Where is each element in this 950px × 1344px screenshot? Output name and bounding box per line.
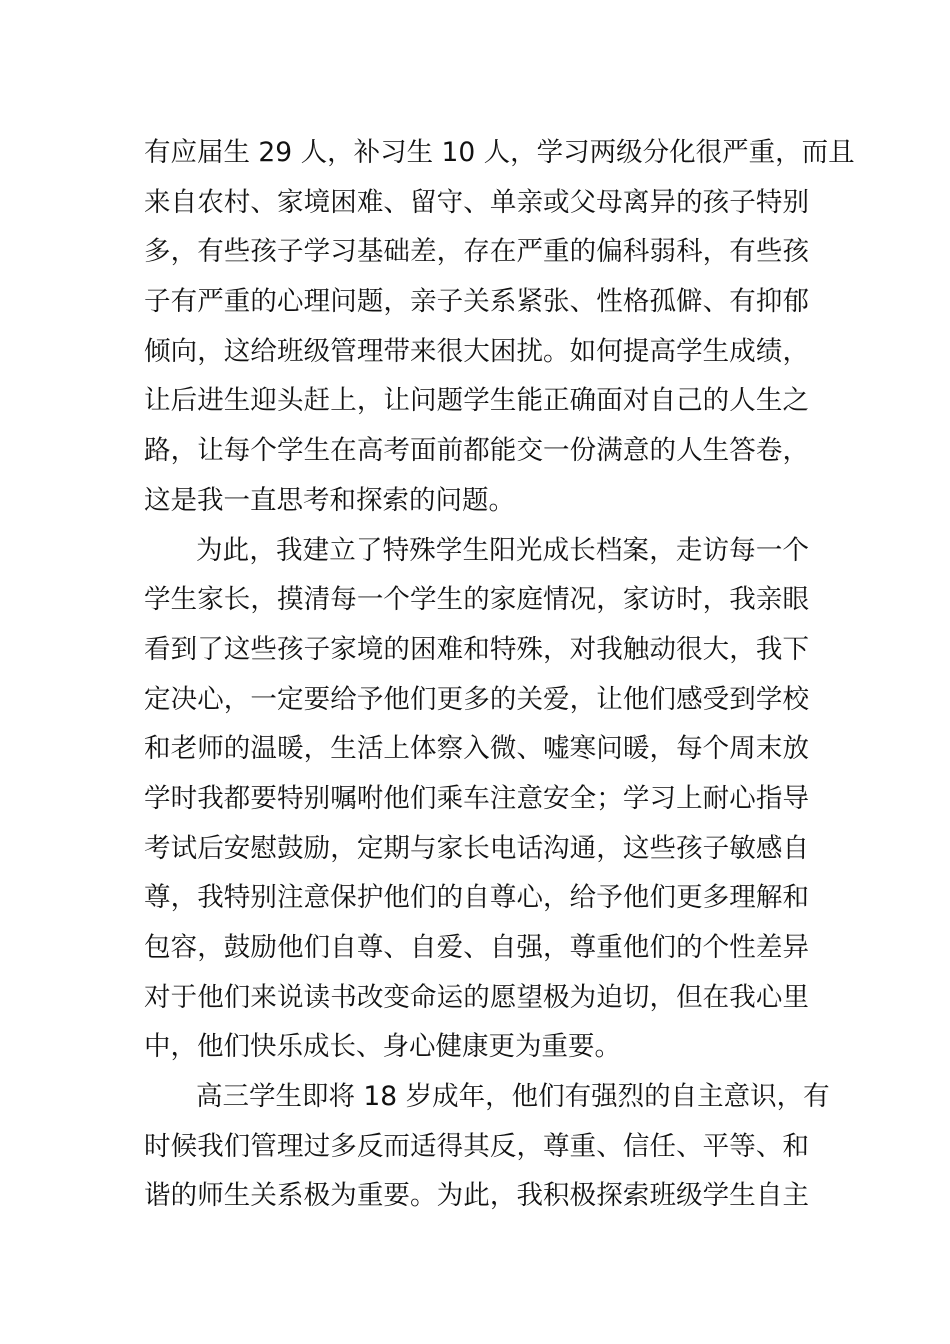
text-line: 子有严重的心理问题，亲子关系紧张、性格孤僻、有抑郁 <box>144 286 809 318</box>
text-line: 定决心，一定要给予他们更多的关爱，让他们感受到学校 <box>144 683 809 715</box>
text-line: 学生家长，摸清每一个学生的家庭情况，家访时，我亲眼 <box>144 584 809 616</box>
text-line: 路，让每个学生在高考面前都能交一份满意的人生答卷， <box>144 435 809 467</box>
text-line: 中，他们快乐成长、身心健康更为重要。 <box>144 1031 621 1063</box>
text-line: 为此，我建立了特殊学生阳光成长档案，走访每一个 <box>196 534 809 566</box>
text-line: 这是我一直思考和探索的问题。 <box>144 484 515 516</box>
text-line: 有应届生 29 人，补习生 10 人，学习两级分化很严重，而且 <box>144 137 855 168</box>
text-line: 对于他们来说读书改变命运的愿望极为迫切，但在我心里 <box>144 981 809 1013</box>
text-line: 包容，鼓励他们自尊、自爱、自强，尊重他们的个性差异 <box>144 932 809 963</box>
text-line: 时候我们管理过多反而适得其反，尊重、信任、平等、和 <box>144 1130 809 1162</box>
text-line: 谐的师生关系极为重要。为此，我积极探索班级学生自主 <box>144 1180 809 1212</box>
text-line: 尊，我特别注意保护他们的自尊心，给予他们更多理解和 <box>144 882 809 914</box>
text-line: 考试后安慰鼓励，定期与家长电话沟通，这些孩子敏感自 <box>144 832 809 864</box>
text-line: 高三学生即将 18 岁成年，他们有强烈的自主意识，有 <box>196 1081 830 1113</box>
text-line: 学时我都要特别嘱咐他们乘车注意安全；学习上耐心指导 <box>144 782 809 814</box>
text-line: 让后进生迎头赶上，让问题学生能正确面对自己的人生之 <box>144 385 809 417</box>
body-text <box>144 128 855 1221</box>
text-line: 来自农村、家境困难、留守、单亲或父母离异的孩子特别 <box>144 186 809 218</box>
text-line: 和老师的温暖，生活上体察入微、嘘寒问暖，每个周末放 <box>144 733 809 765</box>
text-line: 倾向，这给班级管理带来很大困扰。如何提高学生成绩， <box>144 335 809 367</box>
text-line: 多，有些孩子学习基础差，存在严重的偏科弱科，有些孩 <box>144 236 809 268</box>
text-line: 看到了这些孩子家境的困难和特殊，对我触动很大，我下 <box>144 633 809 665</box>
